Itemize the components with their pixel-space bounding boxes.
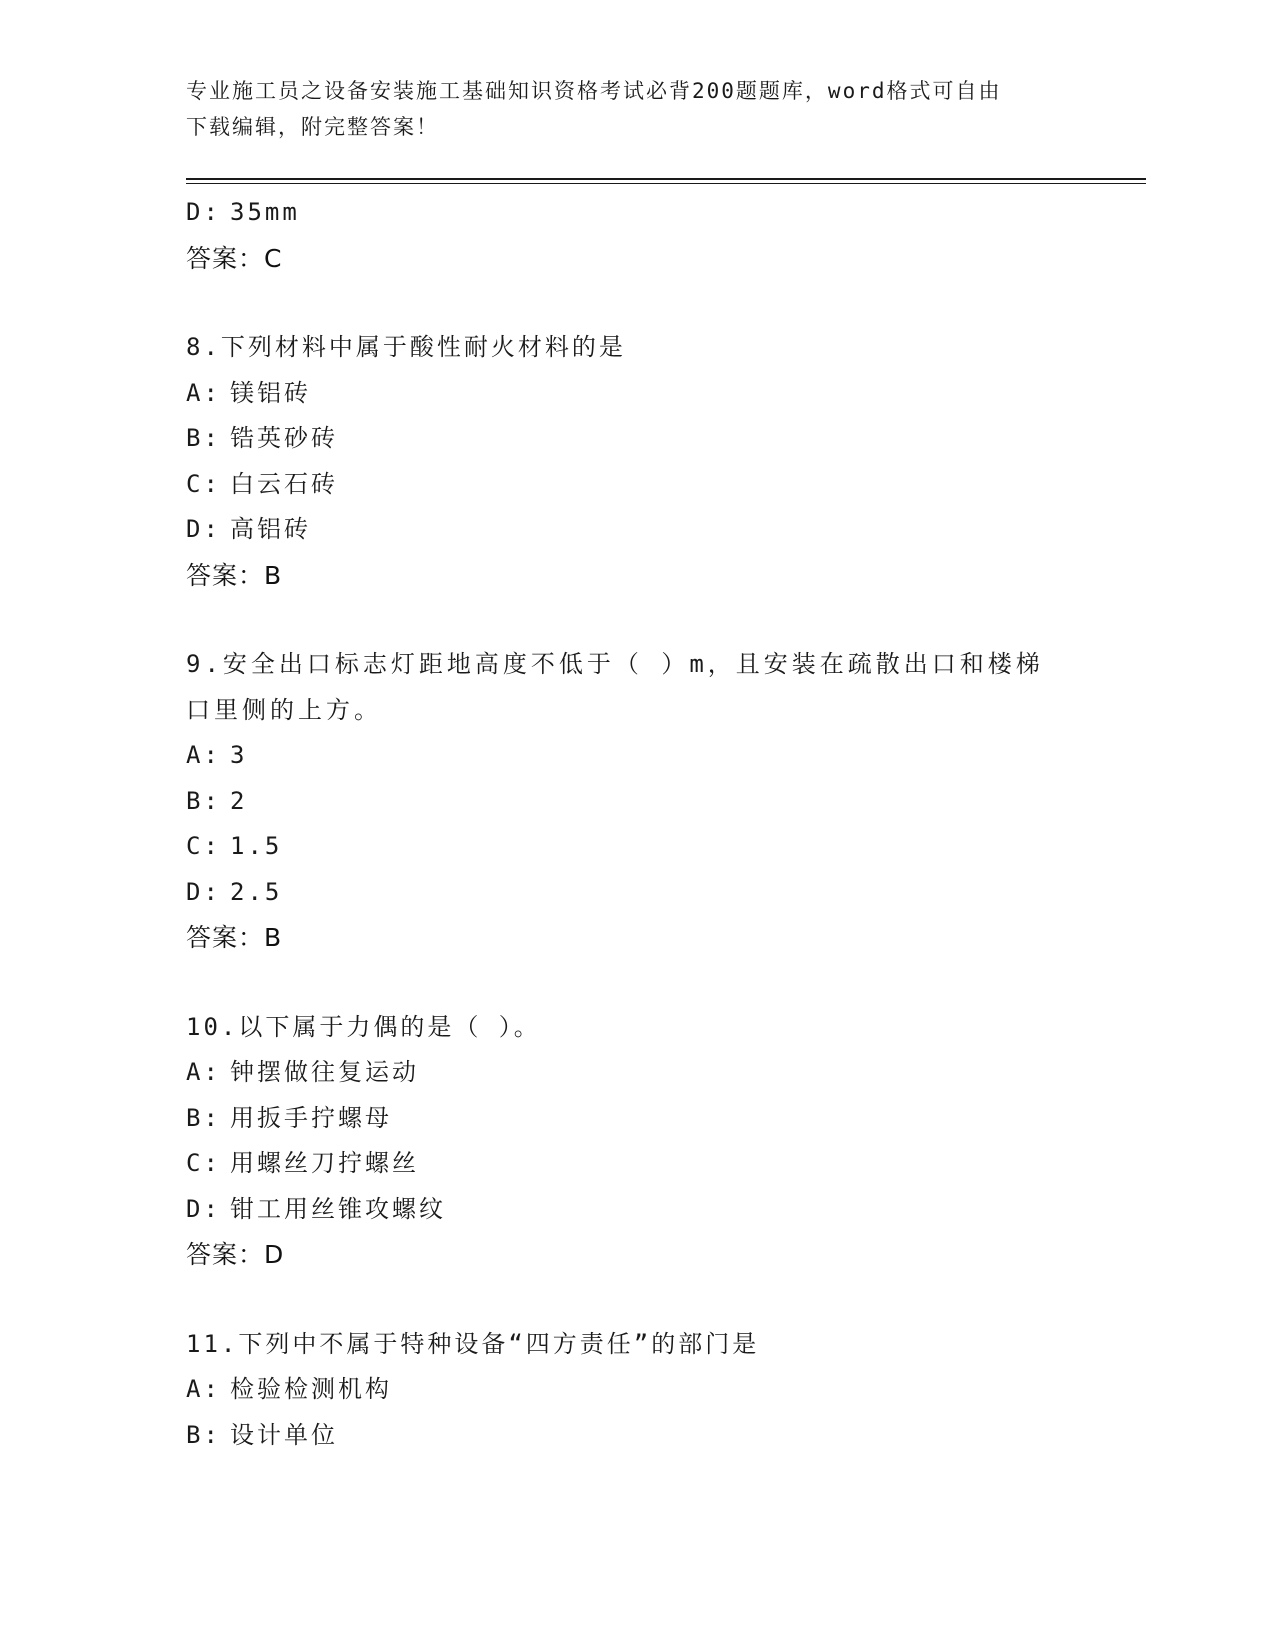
option-key: B: bbox=[186, 1103, 221, 1132]
answer-line: 答案：C bbox=[186, 243, 283, 273]
option-line bbox=[186, 1187, 1066, 1233]
option-text: 设计单位 bbox=[230, 1420, 338, 1449]
question-gap bbox=[186, 1278, 1066, 1322]
question-block-9 bbox=[186, 642, 1066, 961]
option-key: A: bbox=[186, 1058, 221, 1086]
option-key: D: bbox=[186, 198, 221, 226]
question-gap bbox=[186, 961, 1066, 1005]
option-text: 35mm bbox=[230, 198, 300, 226]
option-key: A: bbox=[186, 741, 221, 769]
option-key: B: bbox=[186, 1420, 221, 1449]
option-line bbox=[186, 190, 1066, 236]
option-line bbox=[186, 870, 1066, 916]
option-key: C: bbox=[186, 832, 221, 860]
question-block-7 bbox=[186, 190, 1066, 281]
option-text: 高铝砖 bbox=[230, 515, 311, 543]
option-text: 用扳手拧螺母 bbox=[230, 1103, 392, 1132]
question-gap bbox=[186, 281, 1066, 325]
question-block-8 bbox=[186, 325, 1066, 598]
option-line bbox=[186, 1050, 1066, 1096]
option-line bbox=[186, 824, 1066, 870]
option-key: D: bbox=[186, 515, 221, 543]
question-stem: 11.下列中不属于特种设备“四方责任”的部门是 bbox=[186, 1329, 760, 1358]
question-stem-continuation: 口里侧的上方。 bbox=[186, 695, 382, 724]
option-text: 1.5 bbox=[230, 832, 283, 860]
question-block-11 bbox=[186, 1322, 1066, 1459]
answer-line: 答案：D bbox=[186, 1240, 285, 1269]
question-list bbox=[186, 190, 1066, 1458]
option-text: 3 bbox=[230, 741, 248, 769]
option-text: 检验检测机构 bbox=[230, 1375, 392, 1403]
document-header bbox=[186, 73, 1066, 145]
option-text: 钳工用丝锥攻螺纹 bbox=[230, 1194, 446, 1223]
question-stem: 9.安全出口标志灯距地高度不低于（ ）m，且安装在疏散出口和楼梯 bbox=[186, 650, 1044, 678]
option-key: D: bbox=[186, 877, 221, 906]
option-line bbox=[186, 371, 1066, 417]
answer-line: 答案：B bbox=[186, 560, 283, 590]
option-line bbox=[186, 733, 1066, 779]
option-text: 用螺丝刀拧螺丝 bbox=[230, 1149, 419, 1177]
question-stem: 8.下列材料中属于酸性耐火材料的是 bbox=[186, 333, 626, 361]
option-key: A: bbox=[186, 378, 221, 407]
option-text: 锆英砂砖 bbox=[230, 424, 338, 452]
header-divider-thick bbox=[186, 178, 1146, 180]
answer-line: 答案：B bbox=[186, 923, 283, 952]
option-key: D: bbox=[186, 1194, 221, 1223]
option-text: 2.5 bbox=[230, 877, 283, 906]
option-line bbox=[186, 416, 1066, 462]
option-line bbox=[186, 507, 1066, 553]
option-key: C: bbox=[186, 469, 221, 498]
question-gap bbox=[186, 598, 1066, 642]
option-text: 镁铝砖 bbox=[230, 378, 311, 407]
option-line bbox=[186, 1367, 1066, 1413]
header-title-line-2: 下载编辑，附完整答案！ bbox=[186, 115, 439, 139]
option-line bbox=[186, 1413, 1066, 1459]
option-key: B: bbox=[186, 424, 221, 452]
question-stem: 10.以下属于力偶的是（ ）。 bbox=[186, 1012, 541, 1041]
option-text: 钟摆做往复运动 bbox=[230, 1058, 419, 1086]
option-key: B: bbox=[186, 786, 221, 815]
option-text: 白云石砖 bbox=[230, 469, 338, 498]
option-text: 2 bbox=[230, 786, 248, 815]
option-line bbox=[186, 1141, 1066, 1187]
header-divider-thin bbox=[186, 183, 1146, 184]
option-line bbox=[186, 462, 1066, 508]
option-key: A: bbox=[186, 1375, 221, 1403]
option-line bbox=[186, 779, 1066, 825]
option-line bbox=[186, 1096, 1066, 1142]
question-block-10 bbox=[186, 1005, 1066, 1278]
option-key: C: bbox=[186, 1149, 221, 1177]
header-title-line-1: 专业施工员之设备安装施工基础知识资格考试必背200题题库，word格式可自由 bbox=[186, 79, 1002, 103]
